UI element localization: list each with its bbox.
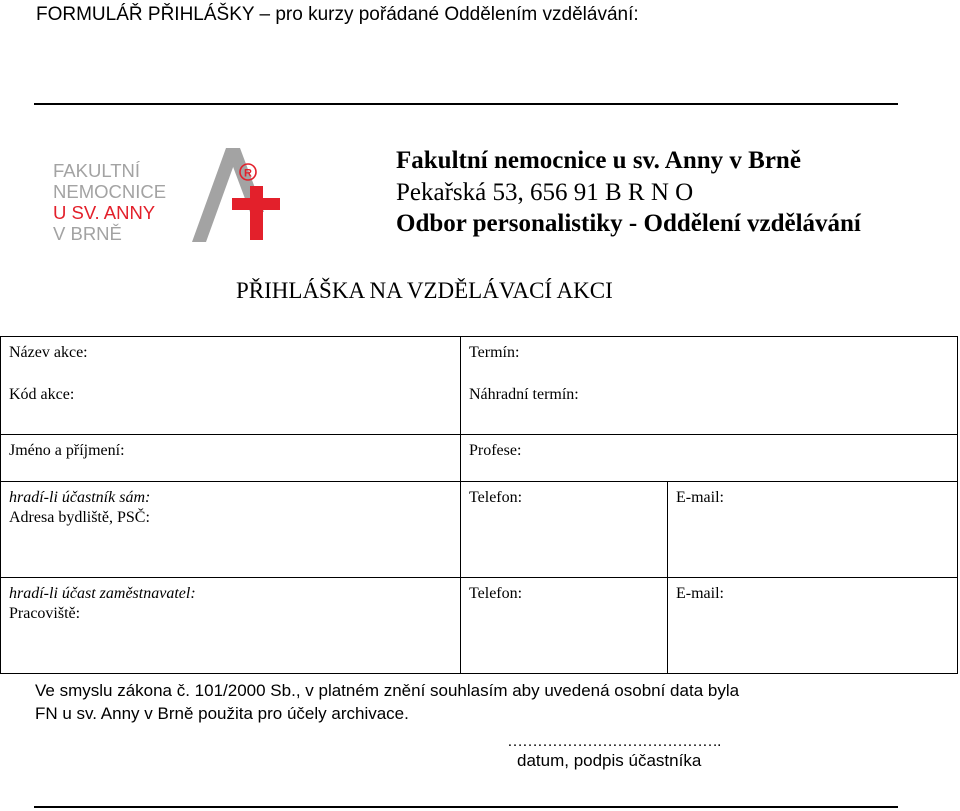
home-address-label: Adresa bydliště, PSČ: [9,509,150,526]
signature-line[interactable]: ……………………………………. [507,733,721,750]
employer-phone-label: Telefon: [469,585,523,602]
self-phone-cell[interactable] [461,482,668,578]
logo-cross [232,186,280,240]
self-email-label: E-mail: [676,489,724,506]
top-divider [34,103,898,105]
event-info-cell[interactable] [1,337,461,435]
date-label: Termín: [469,344,520,361]
date-info-cell[interactable] [461,337,958,435]
institution-name: Fakultní nemocnice u sv. Anny v Brně [396,147,801,174]
institution-address: Pekařská 53, 656 91 B R N O [396,179,694,206]
application-form-table [0,336,958,674]
logo-line-3: U SV. ANNY [53,202,156,223]
logo-registered-r: R [244,167,252,180]
self-email-cell[interactable] [668,482,958,578]
hospital-logo [52,146,292,246]
consent-line-2: FN u sv. Anny v Brně použita pro účely archivace. [35,704,409,723]
employer-phone-cell[interactable] [461,578,668,674]
consent-statement [35,679,935,725]
institution-department: Odbor personalistiky - Oddělení vzdělávání [396,210,861,237]
employer-payer-cell[interactable] [1,578,461,674]
name-cell[interactable] [1,435,461,482]
bottom-divider [34,806,898,808]
full-name-label: Jméno a příjmení: [9,442,125,459]
self-phone-label: Telefon: [469,489,523,506]
signature-label: datum, podpis účastníka [517,751,702,770]
alt-date-label: Náhradní termín: [469,386,579,403]
profession-cell[interactable] [461,435,958,482]
page-title: FORMULÁŘ PŘIHLÁŠKY – pro kurzy pořádané Oddělením vzdělávání: [36,4,639,25]
event-code-label: Kód akce: [9,386,75,403]
employer-email-cell[interactable] [668,578,958,674]
employer-payer-note: hradí-li účast zaměstnavatel: [9,585,196,602]
form-heading: PŘIHLÁŠKA NA VZDĚLÁVACÍ AKCI [236,278,613,303]
self-payer-note: hradí-li účastník sám: [9,489,151,506]
event-name-label: Název akce: [9,344,88,361]
logo-line-4: V BRNĚ [53,223,122,244]
profession-label: Profese: [469,442,522,459]
self-payer-cell[interactable] [1,482,461,578]
logo-line-1: FAKULTNÍ [53,160,141,181]
consent-line-1: Ve smyslu zákona č. 101/2000 Sb., v platném znění souhlasím aby uvedená osobní data byla [35,681,740,700]
logo-line-2: NEMOCNICE [53,181,167,202]
employer-email-label: E-mail: [676,585,724,602]
workplace-label: Pracoviště: [9,605,81,622]
